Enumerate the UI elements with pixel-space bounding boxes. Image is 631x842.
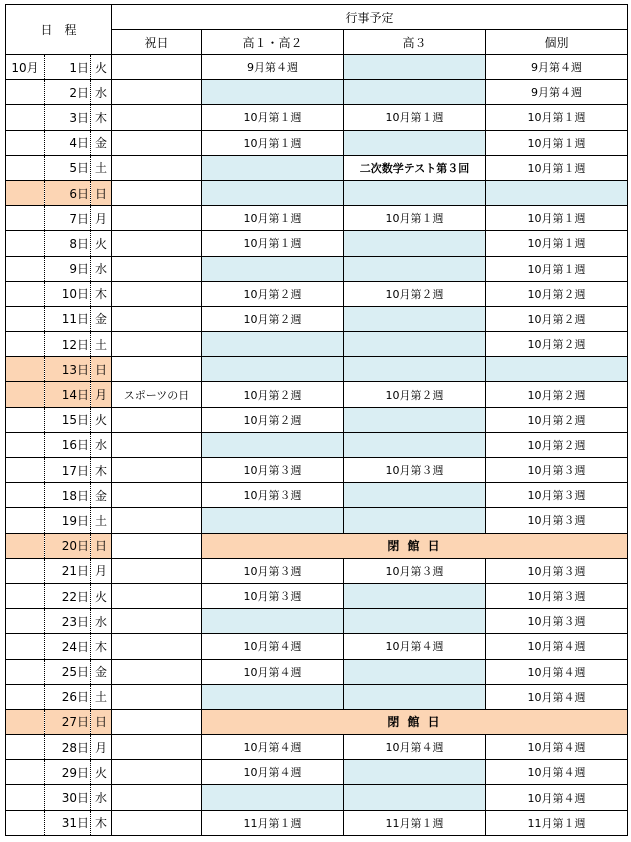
h12-cell: 10月第１週 <box>202 206 344 231</box>
schedule-row <box>6 760 628 785</box>
month-cell <box>6 80 45 105</box>
schedule-row <box>6 332 628 357</box>
month-cell <box>6 735 45 760</box>
day-cell: 8日 <box>45 231 91 256</box>
h3-cell <box>344 357 486 382</box>
individual-cell: 9月第４週 <box>486 55 628 80</box>
weekday-cell: 水 <box>91 432 112 457</box>
day-cell: 27日 <box>45 709 91 734</box>
weekday-cell: 金 <box>91 306 112 331</box>
holiday-cell <box>112 231 202 256</box>
holiday-cell <box>112 256 202 281</box>
h12-cell: 10月第２週 <box>202 382 344 407</box>
individual-cell: 10月第４週 <box>486 735 628 760</box>
schedule-row <box>6 735 628 760</box>
weekday-cell: 日 <box>91 709 112 734</box>
schedule-row <box>6 357 628 382</box>
holiday-cell <box>112 558 202 583</box>
day-cell: 17日 <box>45 458 91 483</box>
month-cell <box>6 357 45 382</box>
schedule-row <box>6 155 628 180</box>
schedule-row <box>6 659 628 684</box>
holiday-cell <box>112 458 202 483</box>
weekday-cell: 日 <box>91 533 112 558</box>
h3-cell <box>344 432 486 457</box>
schedule-row <box>6 634 628 659</box>
weekday-cell: 木 <box>91 281 112 306</box>
weekday-cell: 火 <box>91 55 112 80</box>
h12-cell <box>202 684 344 709</box>
h3-cell <box>344 659 486 684</box>
schedule-row <box>6 407 628 432</box>
schedule-row <box>6 558 628 583</box>
month-cell <box>6 785 45 810</box>
weekday-cell: 日 <box>91 180 112 205</box>
h12-cell: 10月第４週 <box>202 634 344 659</box>
schedule-row <box>6 458 628 483</box>
individual-cell <box>486 357 628 382</box>
schedule-row <box>6 105 628 130</box>
day-cell: 28日 <box>45 735 91 760</box>
day-cell: 13日 <box>45 357 91 382</box>
day-cell: 3日 <box>45 105 91 130</box>
day-cell: 16日 <box>45 432 91 457</box>
weekday-cell: 日 <box>91 357 112 382</box>
holiday-cell <box>112 432 202 457</box>
day-cell: 20日 <box>45 533 91 558</box>
h12-cell <box>202 332 344 357</box>
h3-cell: 10月第４週 <box>344 634 486 659</box>
holiday-cell <box>112 180 202 205</box>
holiday-cell <box>112 407 202 432</box>
schedule-row <box>6 55 628 80</box>
day-cell: 25日 <box>45 659 91 684</box>
month-cell <box>6 180 45 205</box>
weekday-cell: 金 <box>91 659 112 684</box>
individual-cell: 10月第２週 <box>486 306 628 331</box>
day-cell: 29日 <box>45 760 91 785</box>
h12-cell <box>202 180 344 205</box>
h12-cell: 10月第２週 <box>202 281 344 306</box>
holiday-cell <box>112 206 202 231</box>
h3-cell <box>344 508 486 533</box>
schedule-row <box>6 231 628 256</box>
day-cell: 12日 <box>45 332 91 357</box>
h12-cell: 10月第３週 <box>202 458 344 483</box>
h3-cell: 10月第３週 <box>344 458 486 483</box>
holiday-cell <box>112 634 202 659</box>
day-cell: 23日 <box>45 609 91 634</box>
weekday-cell: 水 <box>91 609 112 634</box>
individual-cell: 10月第３週 <box>486 458 628 483</box>
individual-cell: 10月第１週 <box>486 256 628 281</box>
weekday-cell: 土 <box>91 684 112 709</box>
day-cell: 31日 <box>45 810 91 835</box>
individual-cell: 10月第２週 <box>486 332 628 357</box>
holiday-cell <box>112 357 202 382</box>
day-cell: 14日 <box>45 382 91 407</box>
month-cell <box>6 382 45 407</box>
weekday-cell: 火 <box>91 760 112 785</box>
day-cell: 21日 <box>45 558 91 583</box>
individual-cell: 10月第３週 <box>486 583 628 608</box>
h12-cell <box>202 155 344 180</box>
schedule-row <box>6 533 628 558</box>
weekday-cell: 木 <box>91 458 112 483</box>
month-cell <box>6 458 45 483</box>
h12-cell: 10月第３週 <box>202 483 344 508</box>
individual-cell: 10月第４週 <box>486 634 628 659</box>
h12-cell: 10月第４週 <box>202 760 344 785</box>
day-cell: 19日 <box>45 508 91 533</box>
month-cell <box>6 760 45 785</box>
individual-cell: 10月第３週 <box>486 558 628 583</box>
weekday-cell: 水 <box>91 785 112 810</box>
h3-cell: 10月第１週 <box>344 105 486 130</box>
month-cell <box>6 407 45 432</box>
h3-cell: 10月第２週 <box>344 281 486 306</box>
month-cell <box>6 558 45 583</box>
holiday-cell <box>112 583 202 608</box>
h3-cell <box>344 306 486 331</box>
weekday-cell: 金 <box>91 130 112 155</box>
schedule-row <box>6 609 628 634</box>
h3-cell <box>344 180 486 205</box>
weekday-cell: 月 <box>91 735 112 760</box>
h12-cell <box>202 785 344 810</box>
h3-cell: 10月第２週 <box>344 382 486 407</box>
closed-cell: 閉 館 日 <box>202 533 628 558</box>
h12-cell: 11月第１週 <box>202 810 344 835</box>
day-cell: 2日 <box>45 80 91 105</box>
weekday-cell: 土 <box>91 508 112 533</box>
h12-cell <box>202 508 344 533</box>
holiday-cell <box>112 332 202 357</box>
month-cell <box>6 634 45 659</box>
holiday-cell <box>112 281 202 306</box>
month-cell <box>6 306 45 331</box>
holiday-cell <box>112 483 202 508</box>
closed-cell: 閉 館 日 <box>202 709 628 734</box>
schedule-row <box>6 810 628 835</box>
weekday-cell: 水 <box>91 256 112 281</box>
holiday-cell <box>112 735 202 760</box>
holiday-cell <box>112 55 202 80</box>
h3-cell <box>344 407 486 432</box>
day-cell: 7日 <box>45 206 91 231</box>
h12-cell: 10月第４週 <box>202 659 344 684</box>
h12-cell: 10月第１週 <box>202 105 344 130</box>
individual-cell: 10月第２週 <box>486 382 628 407</box>
day-cell: 4日 <box>45 130 91 155</box>
month-cell <box>6 684 45 709</box>
month-cell <box>6 105 45 130</box>
weekday-cell: 木 <box>91 105 112 130</box>
month-cell <box>6 609 45 634</box>
h3-cell <box>344 80 486 105</box>
schedule-row <box>6 281 628 306</box>
individual-cell: 10月第４週 <box>486 684 628 709</box>
weekday-cell: 木 <box>91 634 112 659</box>
h3-cell <box>344 332 486 357</box>
day-cell: 18日 <box>45 483 91 508</box>
events-header: 行事予定 <box>112 5 628 30</box>
h12-cell: 10月第１週 <box>202 231 344 256</box>
schedule-row <box>6 684 628 709</box>
individual-cell: 10月第３週 <box>486 609 628 634</box>
h12-cell: 10月第３週 <box>202 558 344 583</box>
header-row-1 <box>6 5 628 30</box>
h3-cell <box>344 256 486 281</box>
h3-cell <box>344 760 486 785</box>
h3-cell <box>344 483 486 508</box>
h3-cell <box>344 609 486 634</box>
individual-cell: 10月第４週 <box>486 659 628 684</box>
schedule-header: 日 程 <box>6 5 112 55</box>
h3-cell: 10月第４週 <box>344 735 486 760</box>
individual-cell: 10月第３週 <box>486 508 628 533</box>
individual-cell: 10月第２週 <box>486 407 628 432</box>
weekday-cell: 水 <box>91 80 112 105</box>
h12-column-header: 高１・高２ <box>202 30 344 55</box>
schedule-row <box>6 180 628 205</box>
month-cell <box>6 231 45 256</box>
h12-cell <box>202 609 344 634</box>
h3-cell: 二次数学テスト第３回 <box>344 155 486 180</box>
month-cell <box>6 256 45 281</box>
schedule-row <box>6 130 628 155</box>
weekday-cell: 月 <box>91 206 112 231</box>
weekday-cell: 火 <box>91 583 112 608</box>
holiday-cell <box>112 709 202 734</box>
holiday-cell: スポーツの日 <box>112 382 202 407</box>
holiday-cell <box>112 105 202 130</box>
day-cell: 1日 <box>45 55 91 80</box>
schedule-row <box>6 508 628 533</box>
h12-cell: 10月第１週 <box>202 130 344 155</box>
month-cell <box>6 281 45 306</box>
individual-cell: 10月第１週 <box>486 105 628 130</box>
individual-cell: 10月第４週 <box>486 785 628 810</box>
month-cell <box>6 206 45 231</box>
month-cell <box>6 583 45 608</box>
holiday-cell <box>112 508 202 533</box>
month-cell <box>6 508 45 533</box>
month-cell <box>6 483 45 508</box>
h3-cell <box>344 231 486 256</box>
h3-cell <box>344 55 486 80</box>
day-cell: 26日 <box>45 684 91 709</box>
h12-cell <box>202 357 344 382</box>
month-cell <box>6 810 45 835</box>
h3-cell <box>344 130 486 155</box>
schedule-row <box>6 432 628 457</box>
weekday-cell: 火 <box>91 231 112 256</box>
day-cell: 24日 <box>45 634 91 659</box>
day-cell: 5日 <box>45 155 91 180</box>
holiday-cell <box>112 155 202 180</box>
day-cell: 10日 <box>45 281 91 306</box>
day-cell: 9日 <box>45 256 91 281</box>
individual-cell: 10月第２週 <box>486 432 628 457</box>
weekday-cell: 月 <box>91 382 112 407</box>
day-cell: 15日 <box>45 407 91 432</box>
h12-cell: 10月第２週 <box>202 306 344 331</box>
holiday-cell <box>112 130 202 155</box>
holiday-cell <box>112 810 202 835</box>
holiday-column-header: 祝日 <box>112 30 202 55</box>
day-cell: 30日 <box>45 785 91 810</box>
individual-cell: 11月第１週 <box>486 810 628 835</box>
month-cell <box>6 130 45 155</box>
h3-cell <box>344 785 486 810</box>
h3-cell: 10月第１週 <box>344 206 486 231</box>
month-cell <box>6 432 45 457</box>
h3-cell <box>344 684 486 709</box>
schedule-body <box>6 5 628 836</box>
day-cell: 11日 <box>45 306 91 331</box>
weekday-cell: 火 <box>91 407 112 432</box>
weekday-cell: 月 <box>91 558 112 583</box>
h12-cell <box>202 80 344 105</box>
day-cell: 6日 <box>45 180 91 205</box>
month-cell <box>6 533 45 558</box>
individual-cell <box>486 180 628 205</box>
holiday-cell <box>112 659 202 684</box>
schedule-row <box>6 206 628 231</box>
h12-cell: 9月第４週 <box>202 55 344 80</box>
holiday-cell <box>112 609 202 634</box>
schedule-row <box>6 306 628 331</box>
h12-cell: 10月第４週 <box>202 735 344 760</box>
h12-cell <box>202 256 344 281</box>
individual-cell: 10月第３週 <box>486 483 628 508</box>
holiday-cell <box>112 533 202 558</box>
day-cell: 22日 <box>45 583 91 608</box>
h3-column-header: 高３ <box>344 30 486 55</box>
schedule-row <box>6 80 628 105</box>
h12-cell: 10月第２週 <box>202 407 344 432</box>
individual-column-header: 個別 <box>486 30 628 55</box>
month-cell <box>6 709 45 734</box>
holiday-cell <box>112 306 202 331</box>
h3-cell: 10月第３週 <box>344 558 486 583</box>
month-cell <box>6 332 45 357</box>
h12-cell: 10月第３週 <box>202 583 344 608</box>
individual-cell: 10月第１週 <box>486 155 628 180</box>
month-cell <box>6 155 45 180</box>
holiday-cell <box>112 80 202 105</box>
month-cell <box>6 659 45 684</box>
h3-cell: 11月第１週 <box>344 810 486 835</box>
individual-cell: 10月第１週 <box>486 206 628 231</box>
h3-cell <box>344 583 486 608</box>
schedule-row <box>6 785 628 810</box>
holiday-cell <box>112 785 202 810</box>
weekday-cell: 土 <box>91 155 112 180</box>
schedule-row <box>6 256 628 281</box>
h12-cell <box>202 432 344 457</box>
individual-cell: 10月第１週 <box>486 130 628 155</box>
schedule-row <box>6 483 628 508</box>
holiday-cell <box>112 760 202 785</box>
schedule-row <box>6 382 628 407</box>
schedule-row <box>6 583 628 608</box>
weekday-cell: 金 <box>91 483 112 508</box>
holiday-cell <box>112 684 202 709</box>
schedule-row <box>6 709 628 734</box>
weekday-cell: 土 <box>91 332 112 357</box>
individual-cell: 10月第４週 <box>486 760 628 785</box>
individual-cell: 9月第４週 <box>486 80 628 105</box>
individual-cell: 10月第１週 <box>486 231 628 256</box>
weekday-cell: 木 <box>91 810 112 835</box>
schedule-table <box>5 4 628 836</box>
month-cell: 10月 <box>6 55 45 80</box>
individual-cell: 10月第２週 <box>486 281 628 306</box>
